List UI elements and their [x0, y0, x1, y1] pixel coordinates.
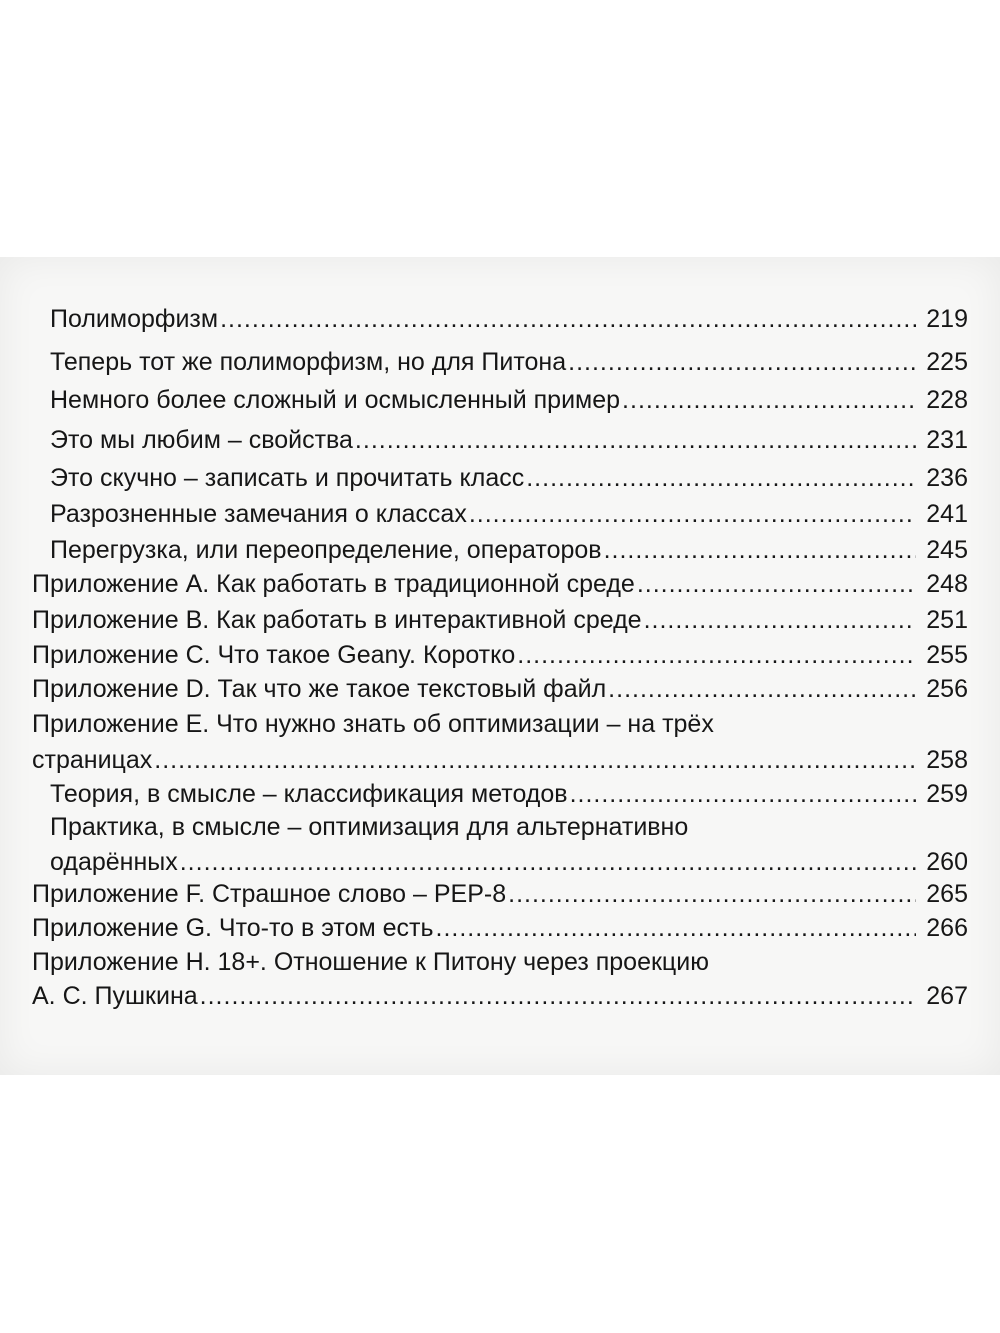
toc-entry-title: Это скучно – записать и прочитать класс — [50, 464, 525, 492]
toc-entry-title: Приложение F. Страшное слово – PEP-8 — [32, 880, 507, 908]
toc-entry-page: 241 — [926, 500, 968, 528]
toc-entry-page: 245 — [926, 536, 968, 564]
toc-entry-title: Разрозненные замечания о классах — [50, 500, 467, 528]
toc-entry — [50, 845, 968, 879]
toc-entry-title: Полиморфизм — [50, 305, 219, 333]
toc-entry-page: 259 — [926, 780, 968, 808]
toc-entry-page: 248 — [926, 570, 968, 598]
toc-entry — [32, 877, 968, 911]
toc-entry — [32, 672, 968, 706]
toc-entry-title: Приложение E. Что нужно знать об оптимизации – на трёх — [32, 710, 714, 738]
toc-entry — [50, 345, 968, 379]
leader-dots — [570, 777, 916, 811]
toc-entry-page: 219 — [926, 305, 968, 333]
toc-entry-title: Практика, в смысле – оптимизация для альтернативно — [50, 813, 689, 841]
leader-dots — [637, 567, 916, 601]
toc-entry-page: 225 — [926, 348, 968, 376]
toc-entry — [32, 567, 968, 601]
toc-entry — [50, 533, 968, 567]
leader-dots — [180, 845, 916, 879]
toc-entry — [32, 743, 968, 777]
toc-entry-title: Немного более сложный и осмысленный пример — [50, 386, 621, 414]
toc-entry — [50, 461, 968, 495]
toc-entry — [32, 638, 968, 672]
book-page — [0, 257, 1000, 1075]
toc-entry — [32, 911, 968, 945]
toc-entry-page: 236 — [926, 464, 968, 492]
leader-dots — [608, 672, 916, 706]
toc-entry — [50, 302, 968, 336]
leader-dots — [355, 423, 916, 457]
table-of-contents — [0, 257, 1000, 1075]
toc-entry — [50, 423, 968, 457]
toc-entry-title-continuation: А. С. Пушкина — [32, 982, 198, 1010]
toc-entry-page: 231 — [926, 426, 968, 454]
toc-entry-title: Перегрузка, или переопределение, операторов — [50, 536, 602, 564]
leader-dots — [622, 383, 916, 417]
toc-entry-title: Приложение B. Как работать в интерактивной среде — [32, 606, 642, 634]
toc-entry — [50, 777, 968, 811]
toc-entry-first-line — [32, 707, 968, 741]
leader-dots — [469, 497, 916, 531]
leader-dots — [568, 345, 916, 379]
toc-entry-title: Приложение A. Как работать в традиционной среде — [32, 570, 635, 598]
leader-dots — [508, 877, 916, 911]
toc-entry-title: Теория, в смысле – классификация методов — [50, 780, 568, 808]
toc-entry-page: 265 — [926, 880, 968, 908]
leader-dots — [200, 979, 916, 1013]
leader-dots — [644, 603, 916, 637]
toc-entry-page: 266 — [926, 914, 968, 942]
toc-entry-page: 228 — [926, 386, 968, 414]
toc-entry-title: Это мы любим – свойства — [50, 426, 353, 454]
toc-entry-title: Теперь тот же полиморфизм, но для Питона — [50, 348, 567, 376]
toc-entry — [32, 979, 968, 1013]
leader-dots — [220, 302, 916, 336]
leader-dots — [604, 533, 916, 567]
leader-dots — [517, 638, 916, 672]
toc-entry — [50, 497, 968, 531]
toc-entry-title: Приложение D. Так что же такое текстовый файл — [32, 675, 607, 703]
toc-entry — [50, 383, 968, 417]
leader-dots — [154, 743, 916, 777]
toc-entry-title: Приложение G. Что-то в этом есть — [32, 914, 434, 942]
toc-entry — [32, 603, 968, 637]
toc-entry-title: Приложение H. 18+. Отношение к Питону через проекцию — [32, 948, 709, 976]
toc-entry-title-continuation: одарённых — [50, 848, 178, 876]
toc-entry-page: 251 — [926, 606, 968, 634]
toc-entry-title-continuation: страницах — [32, 746, 153, 774]
leader-dots — [436, 911, 916, 945]
toc-entry-page: 267 — [926, 982, 968, 1010]
leader-dots — [526, 461, 916, 495]
toc-entry-page: 255 — [926, 641, 968, 669]
toc-entry-first-line — [32, 945, 968, 979]
toc-entry-page: 258 — [926, 746, 968, 774]
toc-entry-title: Приложение C. Что такое Geany. Коротко — [32, 641, 516, 669]
toc-entry-first-line — [50, 810, 968, 844]
toc-entry-page: 256 — [926, 675, 968, 703]
toc-entry-page: 260 — [926, 848, 968, 876]
